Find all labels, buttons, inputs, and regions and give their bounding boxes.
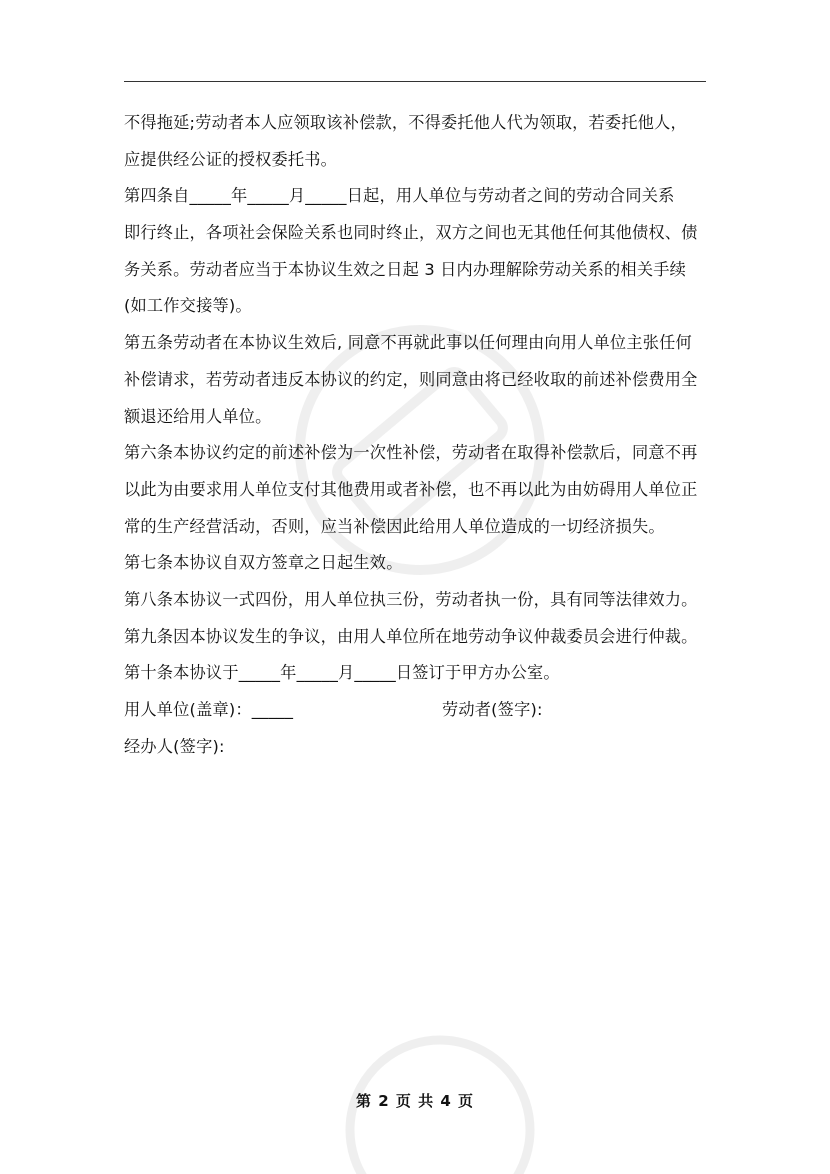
text-line: 常的生产经营活动，否则，应当补偿因此给用人单位造成的一切经济损失。 xyxy=(124,516,665,536)
text-line: 第六条本协议约定的前述补偿为一次性补偿，劳动者在取得补偿款后，同意不再 xyxy=(124,443,698,463)
text-line: 补偿请求，若劳动者违反本协议的约定，则同意由将已经收取的前述补偿费用全 xyxy=(124,369,698,389)
text-line: 第七条本协议自双方签章之日起生效。 xyxy=(124,553,403,573)
signature-row xyxy=(124,692,714,729)
text-line: 第八条本协议一式四份，用人单位执三份，劳动者执一份，具有同等法律效力。 xyxy=(124,589,698,609)
text-line: 不得拖延;劳动者本人应领取该补偿款，不得委托他人代为领取，若委托他人， xyxy=(124,113,687,132)
text-line: 应提供经公证的授权委托书。 xyxy=(124,149,338,169)
text-line: 第九条因本协议发生的争议，由用人单位所在地劳动争议仲裁委员会进行仲裁。 xyxy=(124,626,698,646)
page-number: 第 2 页 共 4 页 xyxy=(356,1092,474,1110)
text-line: 额退还给用人单位。 xyxy=(124,406,272,426)
text-line: 务关系。劳动者应当于本协议生效之日起 3 日内办理解除劳动关系的相关手续 xyxy=(124,259,686,279)
text-line: (如工作交接等)。 xyxy=(124,296,252,316)
handler-signature-label: 经办人(签字): xyxy=(124,736,225,756)
text-line: 第四条自_____年_____月_____日起，用人单位与劳动者之间的劳动合同关系 xyxy=(124,186,675,206)
text-line: 即行终止，各项社会保险关系也同时终止，双方之间也无其他任何其他债权、债 xyxy=(124,223,698,243)
worker-signature-label: 劳动者(签字): xyxy=(442,700,543,719)
document-body xyxy=(124,105,714,765)
text-line: 第十条本协议于_____年_____月_____日签订于甲方办公室。 xyxy=(124,663,560,683)
text-line: 第五条劳动者在本协议生效后, 同意不再就此事以任何理由向用人单位主张任何 xyxy=(124,333,692,353)
header-rule xyxy=(124,81,706,82)
text-line: 以此为由要求用人单位支付其他费用或者补偿，也不再以此为由妨碍用人单位正 xyxy=(124,479,698,499)
employer-signature-label: 用人单位(盖章)：_____ xyxy=(124,700,294,719)
